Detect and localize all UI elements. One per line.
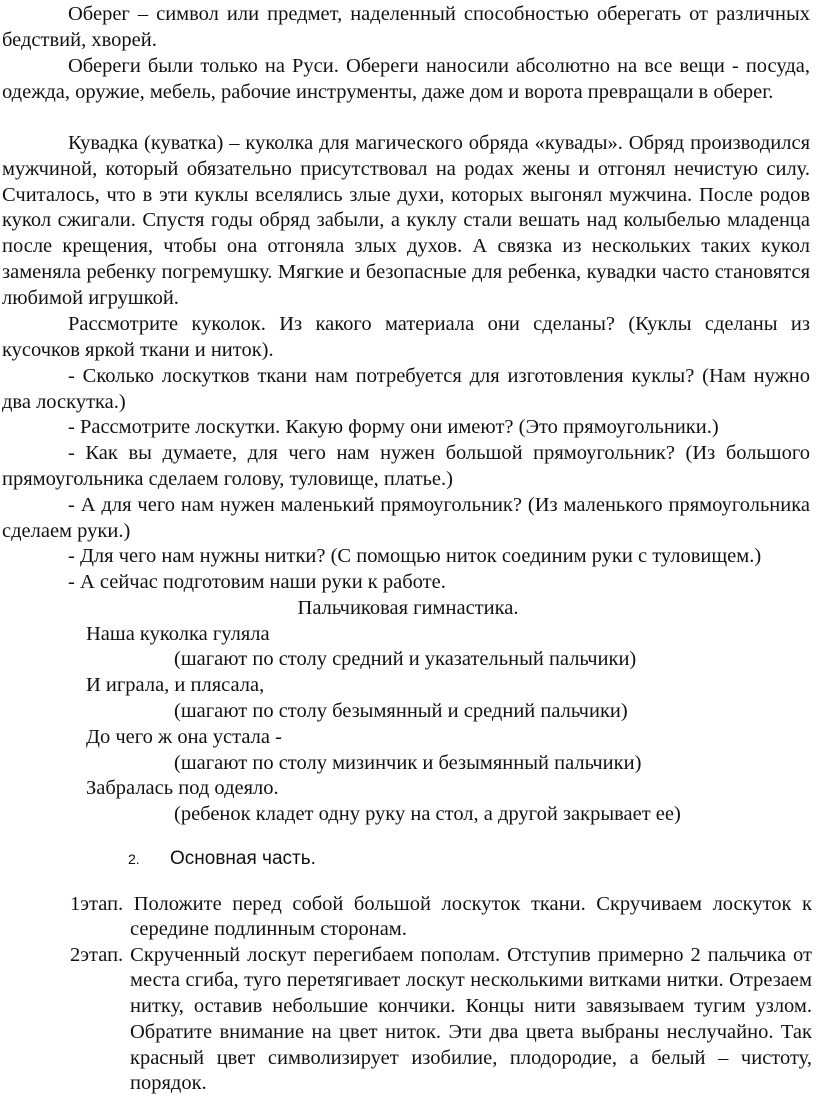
paragraph-kuvadka: Кувадка (куватка) – куколка для магического обряда «кувады». Обряд производился мужчиной, который обязательно присутствовал на родах жены и отгонял нечистую силу. Считалось, что в эти куклы вселялись злые духи, которых выгонял мужчина. После родов кукол сжигали. Спустя годы обряд забыли, а куклу стали вешать над колыбелью младенца после крещения, чтобы она отгоняла злых духов. А связка из нескольких таких кукол заменяла ребенку погремушку. Мягкие и безопасные для ребенка, кувадки часто становятся любимой игрушкой. [2, 131, 810, 312]
paragraph-question-threads: - Для чего нам нужны нитки? (С помощью ниток соединим руки с туловищем.) [2, 544, 810, 570]
poem-instruction: (шагают по столу безымянный и средний пальчики) [174, 699, 628, 725]
paragraph-amulet-definition: Оберег – символ или предмет, наделенный способностью оберегать от различных бедствий, хворей. [2, 2, 810, 54]
section-number: 2. [128, 847, 170, 873]
step-1: 1этап. Положите перед собой большой лоскуток ткани. Скручиваем лоскуток к середине подлинным сторонам. [70, 892, 812, 944]
paragraph-question-big-rect: - Как вы думаете, для чего нам нужен большой прямоугольник? (Из большого прямоугольника сделаем голову, туловище, платье.) [2, 441, 810, 493]
poem-instruction: (шагают по столу мизинчик и безымянный пальчики) [174, 751, 641, 777]
poem-instruction: (ребенок кладет одну руку на стол, а другой закрывает ее) [174, 802, 681, 828]
paragraph-question-shape: - Рассмотрите лоскутки. Какую форму они имеют? (Это прямоугольники.) [2, 415, 810, 441]
paragraph-question-small-rect: - А для чего нам нужен маленький прямоугольник? (Из маленького прямоугольника сделаем руки.) [2, 493, 810, 545]
section-title: Основная часть. [170, 848, 316, 869]
paragraph-question-patches: - Сколько лоскутков ткани нам потребуется для изготовления куклы? (Нам нужно два лоскутка.) [2, 364, 810, 416]
poem-instruction: (шагают по столу средний и указательный пальчики) [174, 647, 636, 673]
poem-line: Наша куколка гуляла [86, 622, 270, 648]
paragraph-amulets-rus: Обереги были только на Руси. Обереги наносили абсолютно на все вещи - посуда, одежда, оружие, мебель, рабочие инструменты, даже дом и ворота превращали в оберег. [2, 54, 810, 106]
poem-line: До чего ж она устала - [86, 725, 282, 751]
poem-line: И играла, и плясала, [86, 673, 264, 699]
step-2: 2этап. Скрученный лоскут перегибаем пополам. Отступив примерно 2 пальчика от места сгиба, туго перетягивает лоскут несколькими витками нитки. Отрезаем нитку, оставив небольшие кончики. Концы нити завязываем тугим узлом. Обратите внимание на цвет ниток. Эти два цвета выбраны неслучайно. Так красный цвет символизирует изобилие, плодородие, а белый – чистоту, порядок. [70, 943, 812, 1097]
section-heading [128, 846, 316, 873]
paragraph-examine-dolls: Рассмотрите куколок. Из какого материала они сделаны? (Куклы сделаны из кусочков яркой ткани и ниток). [2, 312, 810, 364]
gymnastics-title: Пальчиковая гимнастика. [0, 596, 816, 622]
poem-line: Забралась под одеяло. [86, 776, 279, 802]
paragraph-prepare-hands: - А сейчас подготовим наши руки к работе. [2, 570, 810, 596]
